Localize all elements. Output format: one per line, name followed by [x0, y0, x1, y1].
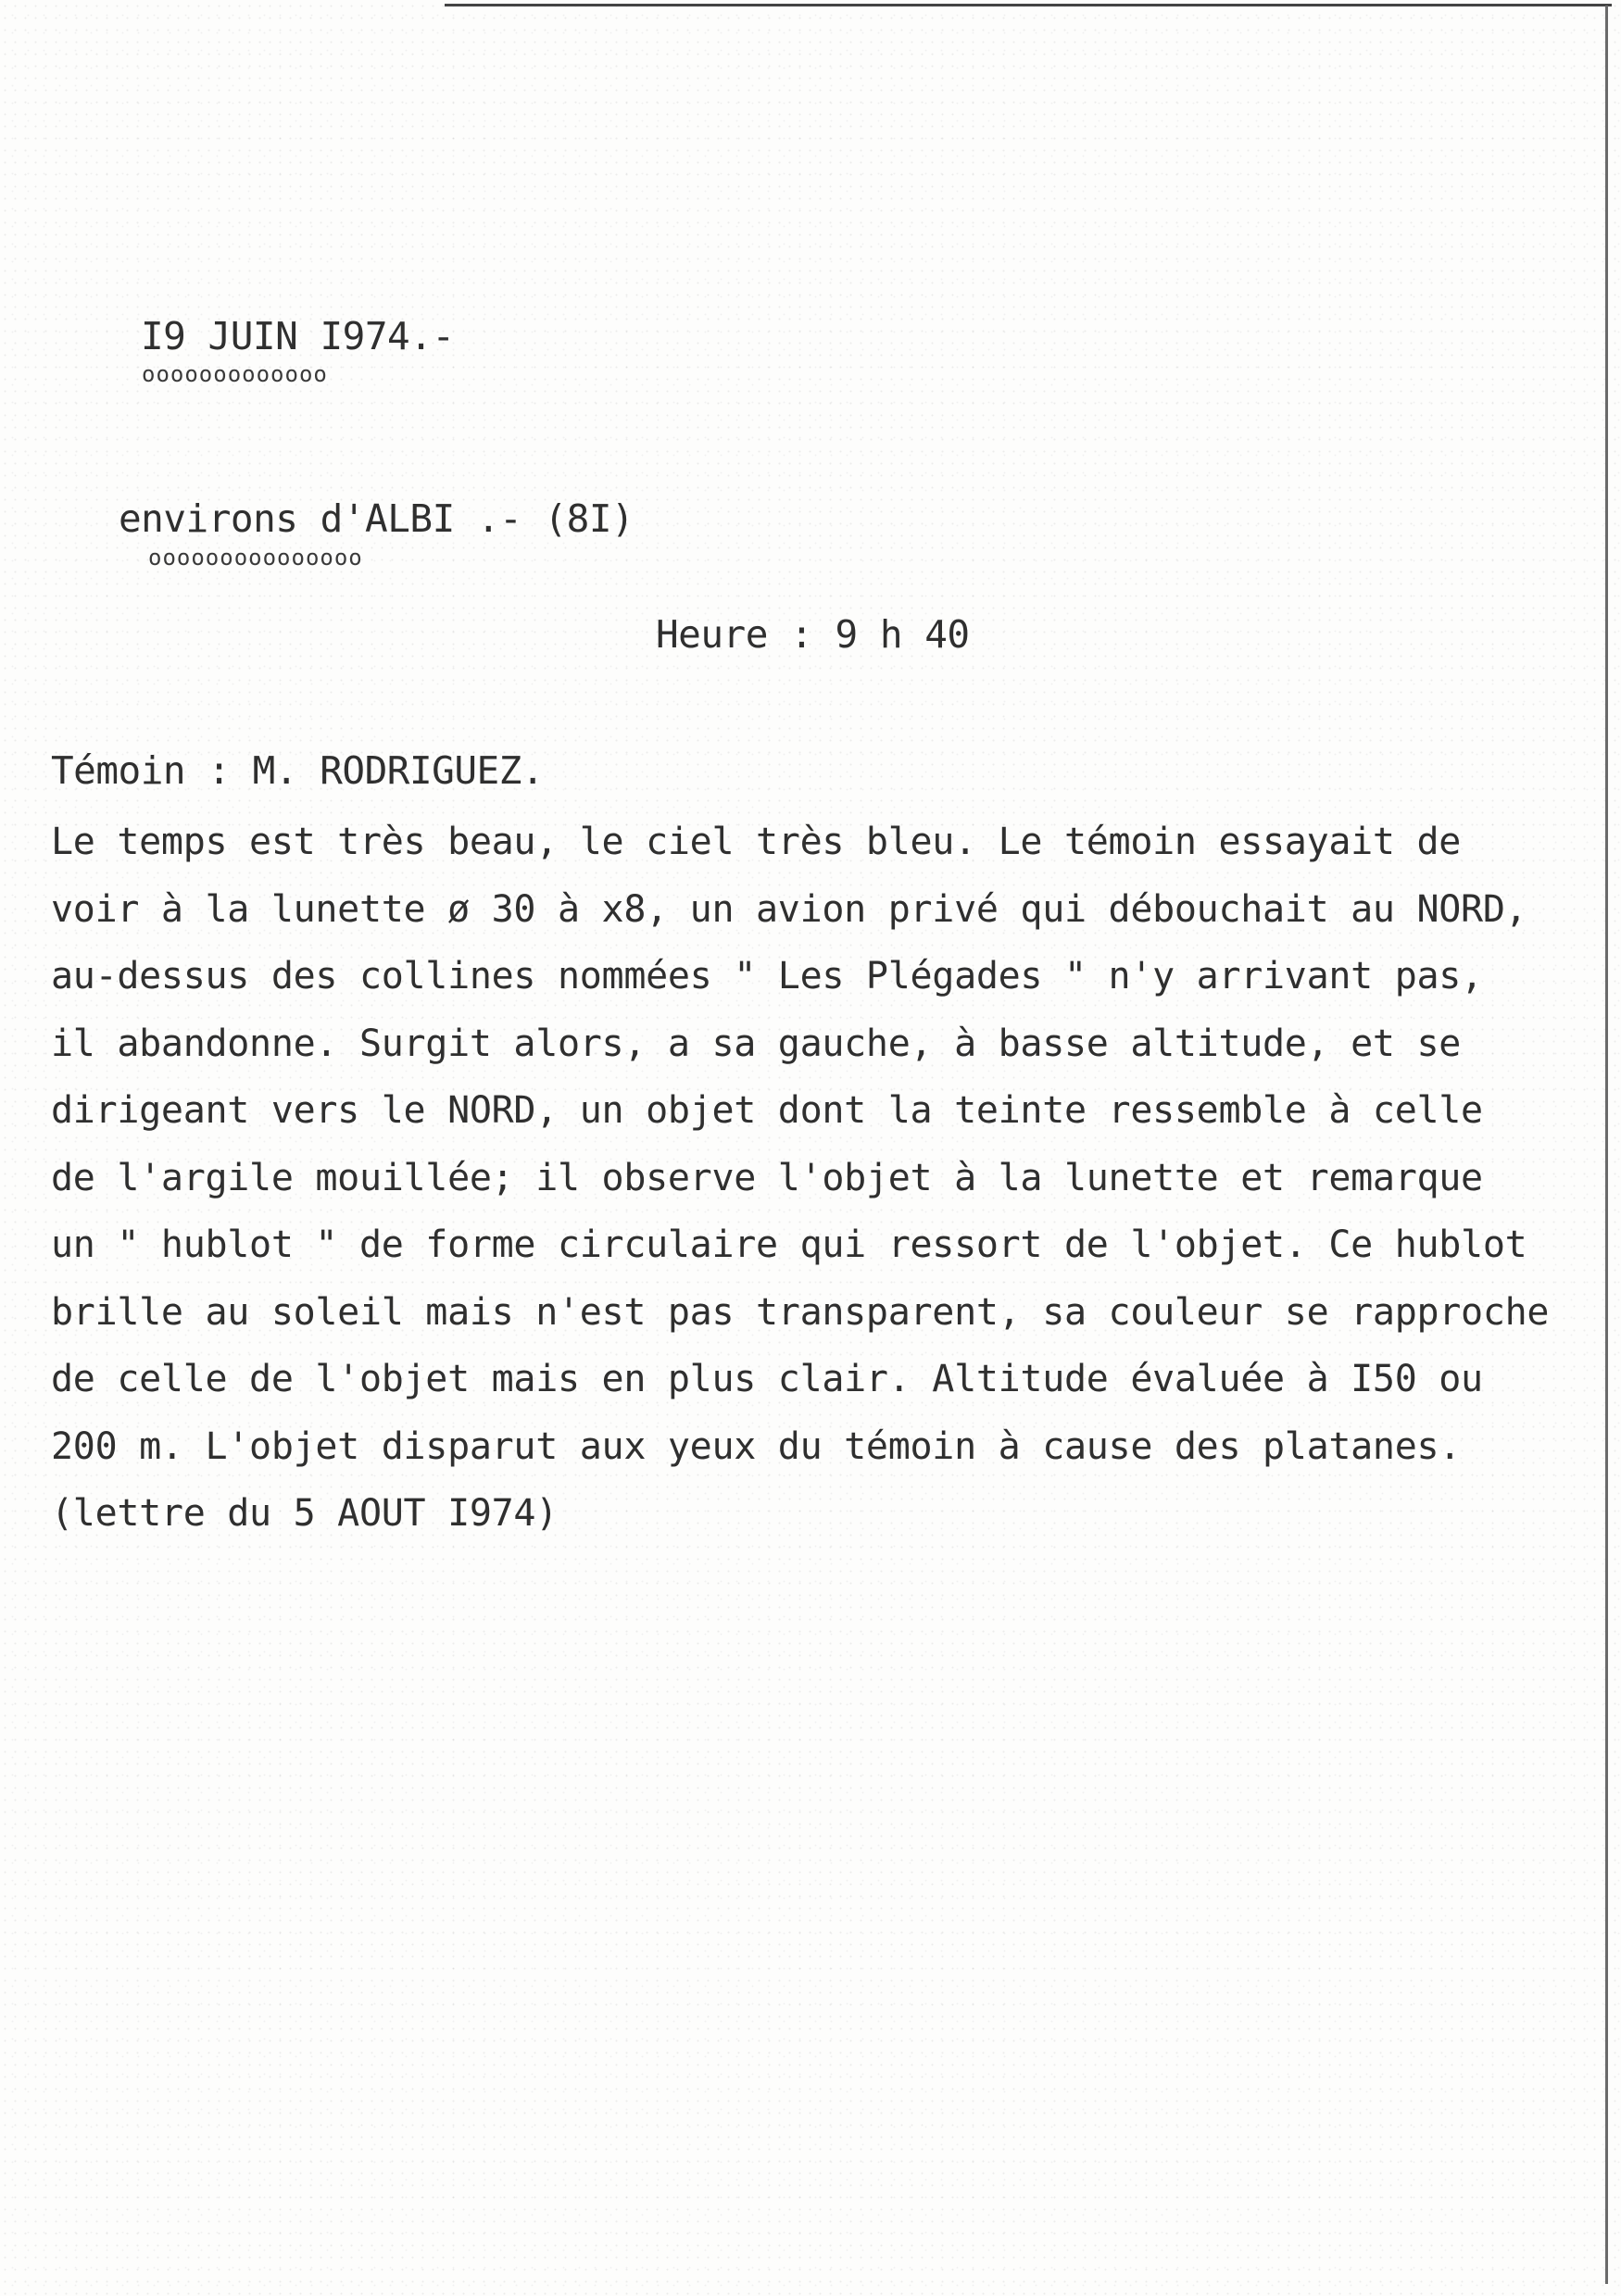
body-line: dirigeant vers le NORD, un objet dont la teinte ressemble à celle [51, 1089, 1483, 1132]
body-line: voir à la lunette ø 30 à x8, un avion privé qui débouchait au NORD, [51, 887, 1527, 931]
body-line: 200 m. L'objet disparut aux yeux du témoin à cause des platanes. [51, 1424, 1462, 1468]
report-date: I9 JUIN I974.- [141, 314, 455, 358]
body-line: il abandonne. Surgit alors, a sa gauche, à basse altitude, et se [51, 1022, 1462, 1065]
location-underline: ooooooooooooooo [148, 545, 363, 571]
body-line: de celle de l'objet mais en plus clair. Altitude évaluée à I50 ou [51, 1358, 1483, 1400]
body-line: au-dessus des collines nommées " Les Plégades " n'y arrivant pas, [51, 955, 1483, 997]
witness-name: Témoin : M. RODRIGUEZ. [51, 748, 545, 793]
report-location: environs d'ALBI .- (8I) [119, 496, 635, 541]
body-line: Le temps est très beau, le ciel très bleu. Le témoin essayait de [51, 821, 1462, 863]
page-top-edge [445, 4, 1612, 6]
report-time: Heure : 9 h 40 [656, 612, 970, 657]
page-right-edge [1605, 6, 1608, 2284]
body-line: brille au soleil mais n'est pas transparent, sa couleur se rapproche [51, 1290, 1550, 1334]
letter-reference: (lettre du 5 AOUT I974) [51, 1492, 558, 1535]
body-line: un " hublot " de forme circulaire qui ressort de l'objet. Ce hublot [51, 1223, 1527, 1266]
report-body [51, 809, 1570, 1548]
body-line: de l'argile mouillée; il observe l'objet à la lunette et remarque [51, 1156, 1483, 1199]
date-underline: ooooooooooooo [142, 361, 328, 387]
